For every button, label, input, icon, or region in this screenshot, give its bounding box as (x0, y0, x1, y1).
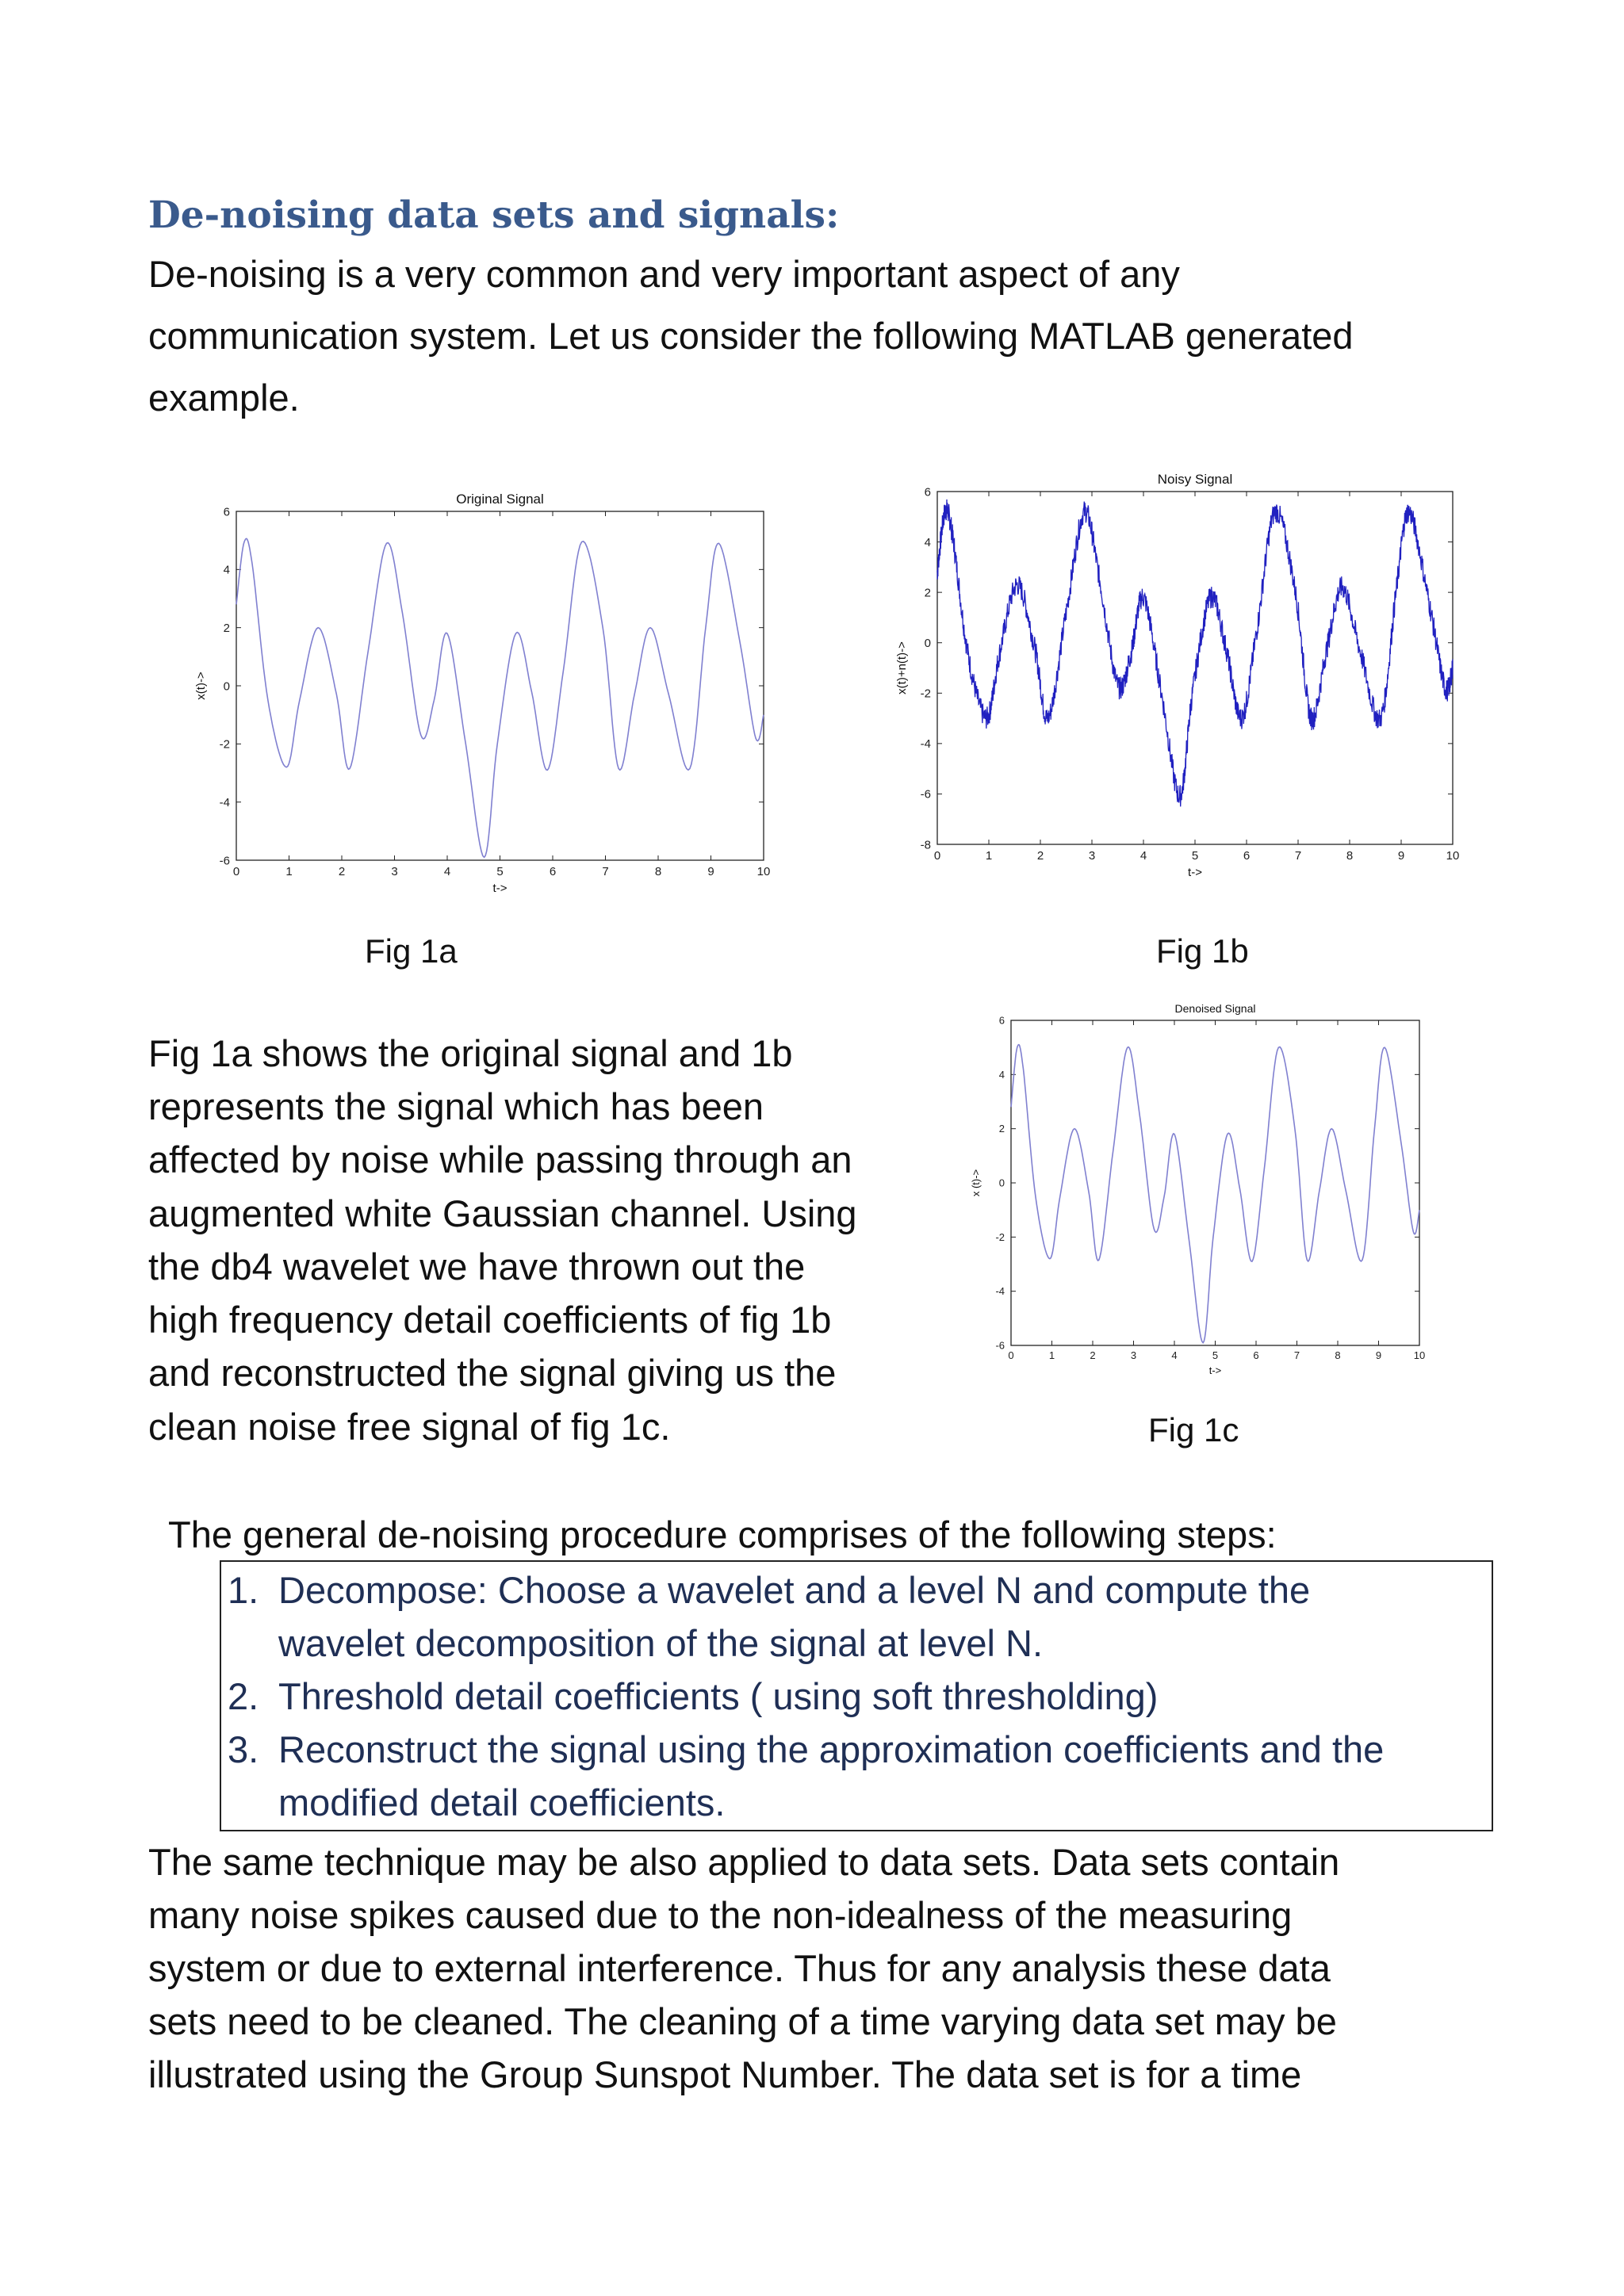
y-tick-label: -6 (219, 854, 230, 868)
x-tick-label: 2 (338, 865, 346, 878)
x-tick-label: 7 (1293, 1349, 1300, 1361)
closing-line: system or due to external interference. Thus for any analysis these data (148, 1947, 1331, 1989)
x-tick-label: 10 (1413, 1349, 1426, 1361)
chart-title: Noisy Signal (1157, 472, 1233, 487)
x-tick-label: 4 (1171, 1349, 1178, 1361)
x-axis-label: t-> (1188, 866, 1202, 879)
x-tick-label: 7 (602, 865, 609, 878)
figure-1b-chart (888, 464, 1491, 892)
y-tick-label: 2 (223, 621, 230, 635)
x-tick-label: 9 (1397, 849, 1405, 863)
section-heading: De-noising data sets and signals: (148, 193, 840, 237)
x-tick-label: 5 (1191, 849, 1199, 863)
y-tick-label: 0 (223, 679, 230, 694)
x-tick-label: 0 (232, 865, 240, 878)
y-tick-label: 6 (223, 505, 230, 519)
y-tick-label: 2 (924, 586, 931, 600)
closing-line: illustrated using the Group Sunspot Number. The data set is for a time (148, 2053, 1302, 2095)
y-axis-label: x(t)+n(t)-> (895, 641, 909, 695)
intro-line: communication system. Let us consider the following MATLAB generated (148, 315, 1354, 357)
y-tick-label: -2 (920, 687, 931, 701)
y-tick-label: -4 (219, 795, 230, 809)
description-line: the db4 wavelet we have thrown out the (148, 1246, 806, 1288)
x-tick-label: 5 (1212, 1349, 1219, 1361)
x-tick-label: 8 (654, 865, 662, 878)
y-tick-label: 0 (924, 636, 931, 650)
x-tick-label: 1 (285, 865, 293, 878)
plot-frame (937, 492, 1453, 844)
x-tick-label: 1 (985, 849, 993, 863)
x-axis-label: t-> (1208, 1364, 1222, 1376)
plot-frame (1011, 1020, 1419, 1345)
description-line: affected by noise while passing through an (148, 1138, 852, 1181)
figure-1c-chart (971, 995, 1447, 1387)
step-text: Decompose: Choose a wavelet and a level N and compute the (278, 1569, 1311, 1611)
y-tick-label: 6 (924, 485, 931, 499)
x-tick-label: 8 (1346, 849, 1354, 863)
description-line: augmented white Gaussian channel. Using (148, 1192, 857, 1234)
figure-1c-caption: Fig 1c (1148, 1411, 1239, 1448)
x-tick-label: 3 (1088, 849, 1096, 863)
y-tick-label: -8 (920, 838, 931, 852)
figure-1a-chart (182, 480, 785, 908)
description-line: represents the signal which has been (148, 1085, 764, 1127)
x-tick-label: 3 (391, 865, 398, 878)
x-tick-label: 6 (1243, 849, 1251, 863)
x-tick-label: 6 (549, 865, 557, 878)
y-tick-label: -2 (219, 737, 230, 752)
step-text: Threshold detail coefficients ( using soft thresholding) (278, 1675, 1159, 1717)
x-tick-label: 7 (1294, 849, 1302, 863)
y-axis-label: x (t)-> (970, 1169, 982, 1197)
step-number: 2. (228, 1675, 259, 1717)
y-tick-label: -4 (995, 1285, 1005, 1298)
chart-title: Original Signal (456, 492, 544, 507)
description-line: high frequency detail coefficients of fig 1b (148, 1299, 832, 1341)
description-line: Fig 1a shows the original signal and 1b (148, 1032, 793, 1074)
steps-intro: The general de-noising procedure comprises of the following steps: (168, 1513, 1277, 1556)
y-tick-label: -2 (995, 1230, 1005, 1243)
figure-1b (888, 464, 1491, 892)
y-tick-label: 0 (998, 1177, 1005, 1189)
y-tick-label: 6 (998, 1014, 1005, 1027)
x-tick-label: 2 (1036, 849, 1044, 863)
closing-line: many noise spikes caused due to the non-idealness of the measuring (148, 1894, 1293, 1936)
intro-line: De-noising is a very common and very important aspect of any (148, 253, 1180, 295)
x-tick-label: 9 (707, 865, 714, 878)
y-axis-label: x(t)-> (194, 672, 208, 700)
y-tick-label: 2 (998, 1123, 1005, 1135)
figure-1a (182, 480, 785, 908)
x-tick-label: 0 (933, 849, 941, 863)
y-tick-label: 4 (924, 535, 931, 549)
figure-1c (971, 995, 1447, 1387)
x-tick-label: 1 (1048, 1349, 1055, 1361)
description-line: clean noise free signal of fig 1c. (148, 1406, 671, 1448)
intro-line: example. (148, 377, 300, 419)
y-tick-label: 4 (998, 1068, 1005, 1081)
x-axis-label: t-> (492, 882, 508, 895)
y-tick-label: -6 (920, 787, 931, 802)
y-tick-label: -6 (995, 1339, 1005, 1352)
x-tick-label: 8 (1335, 1349, 1341, 1361)
step-text: Reconstruct the signal using the approximation coefficients and the (278, 1728, 1385, 1770)
figure-1b-caption: Fig 1b (1156, 932, 1249, 970)
y-tick-label: -4 (920, 737, 931, 752)
x-tick-label: 9 (1375, 1349, 1382, 1361)
x-tick-label: 5 (496, 865, 504, 878)
chart-title: Denoised Signal (1174, 1002, 1256, 1015)
step-number: 1. (228, 1569, 259, 1611)
closing-line: The same technique may be also applied to data sets. Data sets contain (148, 1841, 1340, 1883)
steps-box (220, 1560, 1493, 1831)
step-text: modified detail coefficients. (278, 1781, 726, 1823)
closing-line: sets need to be cleaned. The cleaning of a time varying data set may be (148, 2000, 1337, 2042)
step-text: wavelet decomposition of the signal at level N. (278, 1622, 1044, 1664)
x-tick-label: 0 (1008, 1349, 1014, 1361)
x-tick-label: 6 (1253, 1349, 1259, 1361)
x-tick-label: 10 (756, 865, 771, 878)
x-tick-label: 2 (1090, 1349, 1096, 1361)
step-number: 3. (228, 1728, 259, 1770)
figure-1a-caption: Fig 1a (365, 932, 458, 970)
x-tick-label: 4 (443, 865, 451, 878)
y-tick-label: 4 (223, 563, 230, 577)
x-tick-label: 3 (1130, 1349, 1137, 1361)
description-line: and reconstructed the signal giving us the (148, 1352, 837, 1394)
x-tick-label: 4 (1139, 849, 1147, 863)
x-tick-label: 10 (1446, 849, 1460, 863)
plot-frame (236, 511, 764, 860)
